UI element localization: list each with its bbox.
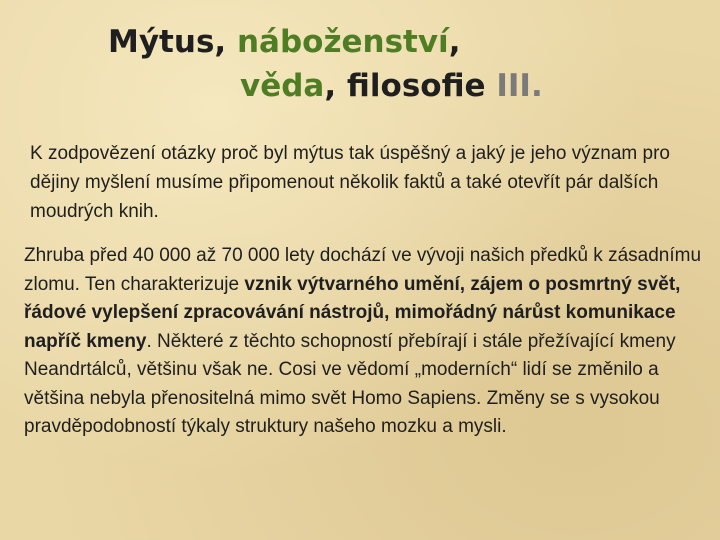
- title-line-2: [108, 64, 708, 108]
- slide-title: [108, 20, 708, 108]
- body-paragraph: [24, 242, 708, 442]
- body-emphasis-text: vznik výtvarného umění, zájem o posmrtný svět, řádové vylepšení zpracovávání nástrojů, mimořádný nárůst komunikace napříč kmeny: [24, 273, 681, 352]
- title-part-comma: ,: [448, 24, 461, 60]
- intro-paragraph: K zodpovězení otázky proč byl mýtus tak úspěšný a jaký je jeho význam pro dějiny myšlení musíme připomenout několik faktů a také otevřít pár dalších moudrých knih.: [30, 143, 670, 222]
- body-intro-text: Zhruba před 40 000 až 70 000 lety dochází ve vývoji našich předků k zásadnímu zlomu. Ten charakterizuje: [24, 245, 702, 295]
- title-part-veda: věda: [240, 68, 325, 104]
- title-part-filosofie: , filosofie: [324, 68, 497, 104]
- title-part-nabozenstvi: náboženství: [236, 24, 449, 60]
- title-part-mytus: Mýtus,: [108, 24, 237, 60]
- body-rest-text: . Některé z těchto schopností přebírají i stále přežívající kmeny Neandrtálců, většinu však ne. Cosi ve vědomí „moderních“ lidí se změnilo a většina nebyla přenositelná mimo svět Homo Sapiens. Změny se s vysokou pravděpodobností týkaly struktury našeho mozku a mysli.: [24, 330, 676, 437]
- title-part-numeral: III.: [496, 68, 543, 104]
